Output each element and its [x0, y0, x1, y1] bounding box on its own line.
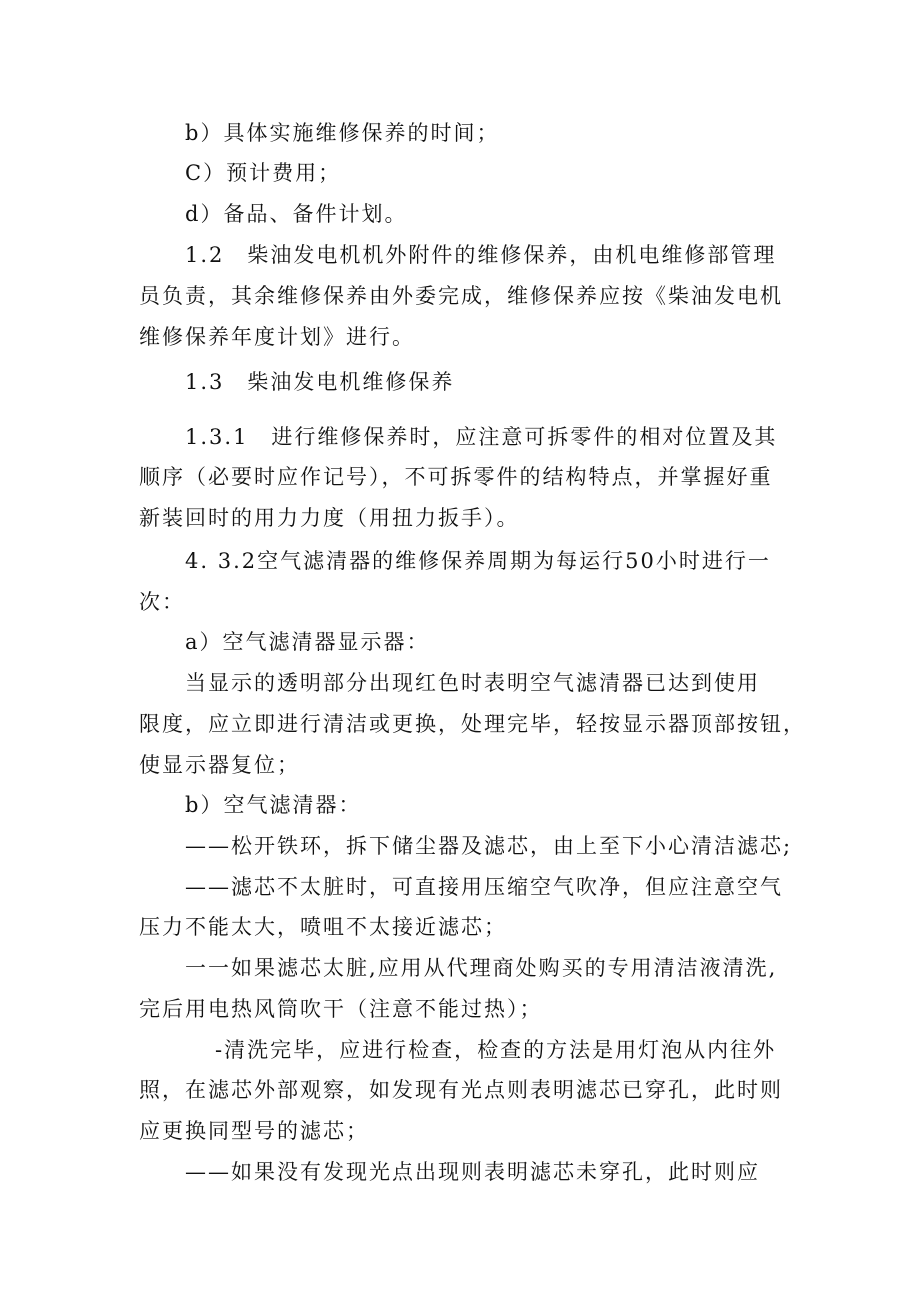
text-line: 1.3 柴油发电机维修保养 — [185, 370, 455, 394]
text-line: 顺序（必要时应作记号），不可拆零件的结构特点，并掌握好重 — [139, 465, 773, 489]
text-line: 当显示的透明部分出现红色时表明空气滤清器已达到使用 — [185, 671, 760, 695]
text-line: 照，在滤芯外部观察，如发现有光点则表明滤芯已穿孔，此时则 — [139, 1078, 783, 1102]
text-line: 一一如果滤芯太脏,应用从代理商处购买的专用清洁液清洗, — [185, 956, 778, 980]
text-line: 4. 3.2空气滤清器的维修保养周期为每运行50小时进行一 — [185, 549, 771, 573]
text-line: ——滤芯不太脏时，可直接用压缩空气吹净，但应注意空气 — [185, 875, 783, 899]
text-line: ——如果没有发现光点出现则表明滤芯未穿孔，此时则应 — [185, 1160, 760, 1184]
text-line: ——松开铁环，拆下储尘器及滤芯，由上至下小心清洁滤芯; — [185, 834, 793, 858]
text-line: a）空气滤清器显示器： — [185, 630, 430, 654]
text-line: 应更换同型号的滤芯； — [139, 1119, 369, 1143]
text-line: d）备品、备件计划。 — [185, 202, 408, 226]
text-line: 次： — [139, 590, 185, 614]
text-line: b）空气滤清器： — [185, 793, 362, 817]
text-line: 新装回时的用力力度（用扭力扳手）。 — [139, 506, 520, 530]
text-line: 完后用电热风筒吹干（注意不能过热）； — [139, 997, 543, 1021]
text-line: 压力不能太大，喷咀不太接近滤芯； — [139, 915, 507, 939]
text-line: 限度，应立即进行清洁或更换，处理完毕，轻按显示器顶部按钮， — [139, 712, 806, 736]
text-line: 维修保养年度计划》进行。 — [139, 325, 415, 349]
text-line: b）具体实施维修保养的时间； — [185, 121, 500, 145]
text-line: 使显示器复位； — [139, 753, 300, 777]
text-line: 1.3.1 进行维修保养时，应注意可拆零件的相对位置及其 — [185, 425, 778, 449]
text-line: -清洗完毕，应进行检查，检查的方法是用灯泡从内往外 — [215, 1038, 777, 1062]
text-line: C）预计费用； — [185, 161, 342, 185]
text-line: 员负责，其余维修保养由外委完成，维修保养应按《柴油发电机 — [139, 284, 783, 308]
text-line: 1.2 柴油发电机机外附件的维修保养，由机电维修部管理 — [185, 243, 777, 267]
